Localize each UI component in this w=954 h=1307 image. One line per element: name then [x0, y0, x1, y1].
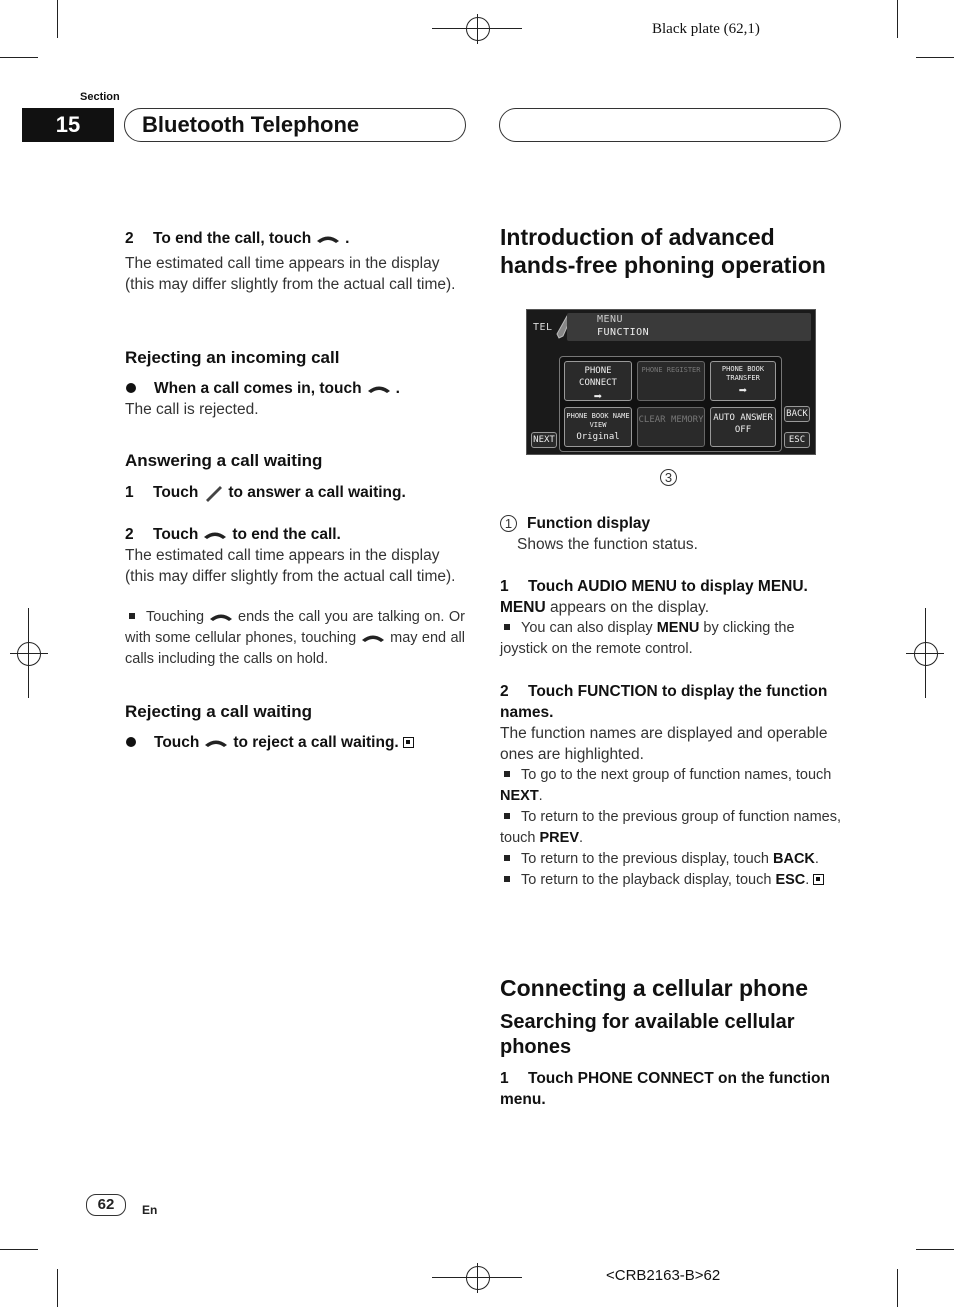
- screen-menu-label: MENU: [597, 314, 624, 325]
- answer-waiting-step2-body: The estimated call time appears in the display (this may differ slightly from the actual call time).: [125, 547, 456, 585]
- reject-incoming-body: The call is rejected.: [125, 401, 259, 418]
- hang-up-icon: [366, 384, 392, 394]
- clear-memory-button[interactable]: CLEAR MEMORY: [637, 407, 705, 447]
- crop-mark: [916, 57, 954, 58]
- screen-function-label: FUNCTION: [597, 327, 650, 338]
- crop-mark: [57, 1269, 58, 1307]
- document-code: <CRB2163-B>62: [606, 1267, 721, 1284]
- function-display-body: Shows the function status.: [517, 536, 698, 553]
- section-title: Bluetooth Telephone: [142, 112, 360, 137]
- phone-book-transfer-button[interactable]: PHONE BOOK TRANSFER ➡: [710, 361, 776, 401]
- end-of-section-icon: [813, 874, 824, 885]
- crop-mark: [0, 57, 38, 58]
- step-end-call-body: The estimated call time appears in the display (this may differ slightly from the actual call time).: [125, 255, 456, 293]
- crop-mark: [0, 1249, 38, 1250]
- hang-up-icon: [360, 633, 386, 643]
- heading-answer-waiting: Answering a call waiting: [125, 451, 323, 470]
- note-esc: To return to the playback display, touch ESC.: [500, 870, 842, 891]
- step-function-body: The function names are displayed and operable ones are highlighted.: [500, 725, 828, 763]
- step-audio-menu-note: You can also display MENU by clicking the joystick on the remote control.: [500, 620, 795, 657]
- screen-title-bar: [567, 313, 811, 341]
- registration-mark: [466, 1266, 490, 1290]
- note-back: To return to the previous display, touch BACK.: [500, 849, 842, 870]
- end-of-section-icon: [403, 737, 414, 748]
- step-function: 2 Touch FUNCTION to display the function names.: [500, 683, 828, 721]
- step-phone-connect: 1 Touch PHONE CONNECT on the function menu.: [500, 1070, 830, 1108]
- plate-label: Black plate (62,1): [652, 21, 760, 37]
- hang-up-icon: [203, 738, 229, 748]
- hang-up-icon: [315, 234, 341, 244]
- callout-1: 1: [500, 515, 517, 532]
- esc-button[interactable]: ESC: [784, 432, 810, 448]
- callout-3: 3: [660, 469, 677, 487]
- heading-connecting: Connecting a cellular phone: [500, 975, 808, 1001]
- reject-waiting-bullet: Touch to reject a call waiting.: [125, 732, 465, 753]
- heading-reject-incoming: Rejecting an incoming call: [125, 348, 340, 367]
- step-audio-menu: 1 Touch AUDIO MENU to display MENU.: [500, 578, 808, 595]
- answer-waiting-step2: 2 Touch to end the call.: [125, 526, 341, 543]
- step-audio-menu-body: MENU appears on the display.: [500, 599, 710, 616]
- registration-mark: [914, 642, 938, 666]
- phone-register-button[interactable]: PHONE REGISTER: [637, 361, 705, 401]
- phone-book-name-view-button[interactable]: PHONE BOOK NAME VIEW Original: [564, 407, 632, 447]
- note-prev: To return to the previous group of function names, touch PREV.: [500, 809, 841, 846]
- language-label: En: [142, 1203, 158, 1217]
- function-menu-screen: [526, 309, 816, 455]
- hang-up-icon: [202, 530, 228, 540]
- page-number: 62: [86, 1194, 126, 1216]
- answer-waiting-step1: 1 Touch to answer a call waiting.: [125, 484, 406, 501]
- crop-mark: [897, 0, 898, 38]
- next-button[interactable]: NEXT: [531, 432, 557, 448]
- crop-mark: [57, 0, 58, 38]
- answer-call-icon: [202, 484, 224, 502]
- hang-up-icon: [208, 612, 234, 622]
- auto-answer-button[interactable]: AUTO ANSWER OFF: [710, 407, 776, 447]
- heading-searching: Searching for available cellular phones: [500, 1011, 795, 1058]
- section-number: 15: [22, 108, 114, 142]
- note-next: To go to the next group of function names, touch NEXT.: [500, 767, 832, 804]
- section-title-box: [124, 108, 466, 142]
- tel-label: TEL: [533, 322, 553, 333]
- back-button[interactable]: BACK: [784, 406, 810, 422]
- answer-waiting-note: Touching ends the call you are talking on. Or with some cellular phones, touching may end all calls including the calls on hold.: [125, 609, 465, 667]
- section-label: Section: [80, 91, 120, 103]
- crop-mark: [916, 1249, 954, 1250]
- registration-mark: [17, 642, 41, 666]
- crop-mark: [897, 1269, 898, 1307]
- section-title-box-right: [499, 108, 841, 142]
- heading-introduction: Introduction of advanced hands-free phoning operation: [500, 224, 826, 278]
- function-display-label-row: 1 Function display: [500, 513, 842, 534]
- registration-mark: [466, 17, 490, 41]
- reject-incoming-bullet: When a call comes in, touch .: [125, 378, 465, 399]
- function-panel: [559, 356, 782, 452]
- phone-connect-button[interactable]: PHONE CONNECT ➡: [564, 361, 632, 401]
- step-end-call: 2 To end the call, touch .: [125, 230, 350, 247]
- heading-reject-waiting: Rejecting a call waiting: [125, 702, 313, 721]
